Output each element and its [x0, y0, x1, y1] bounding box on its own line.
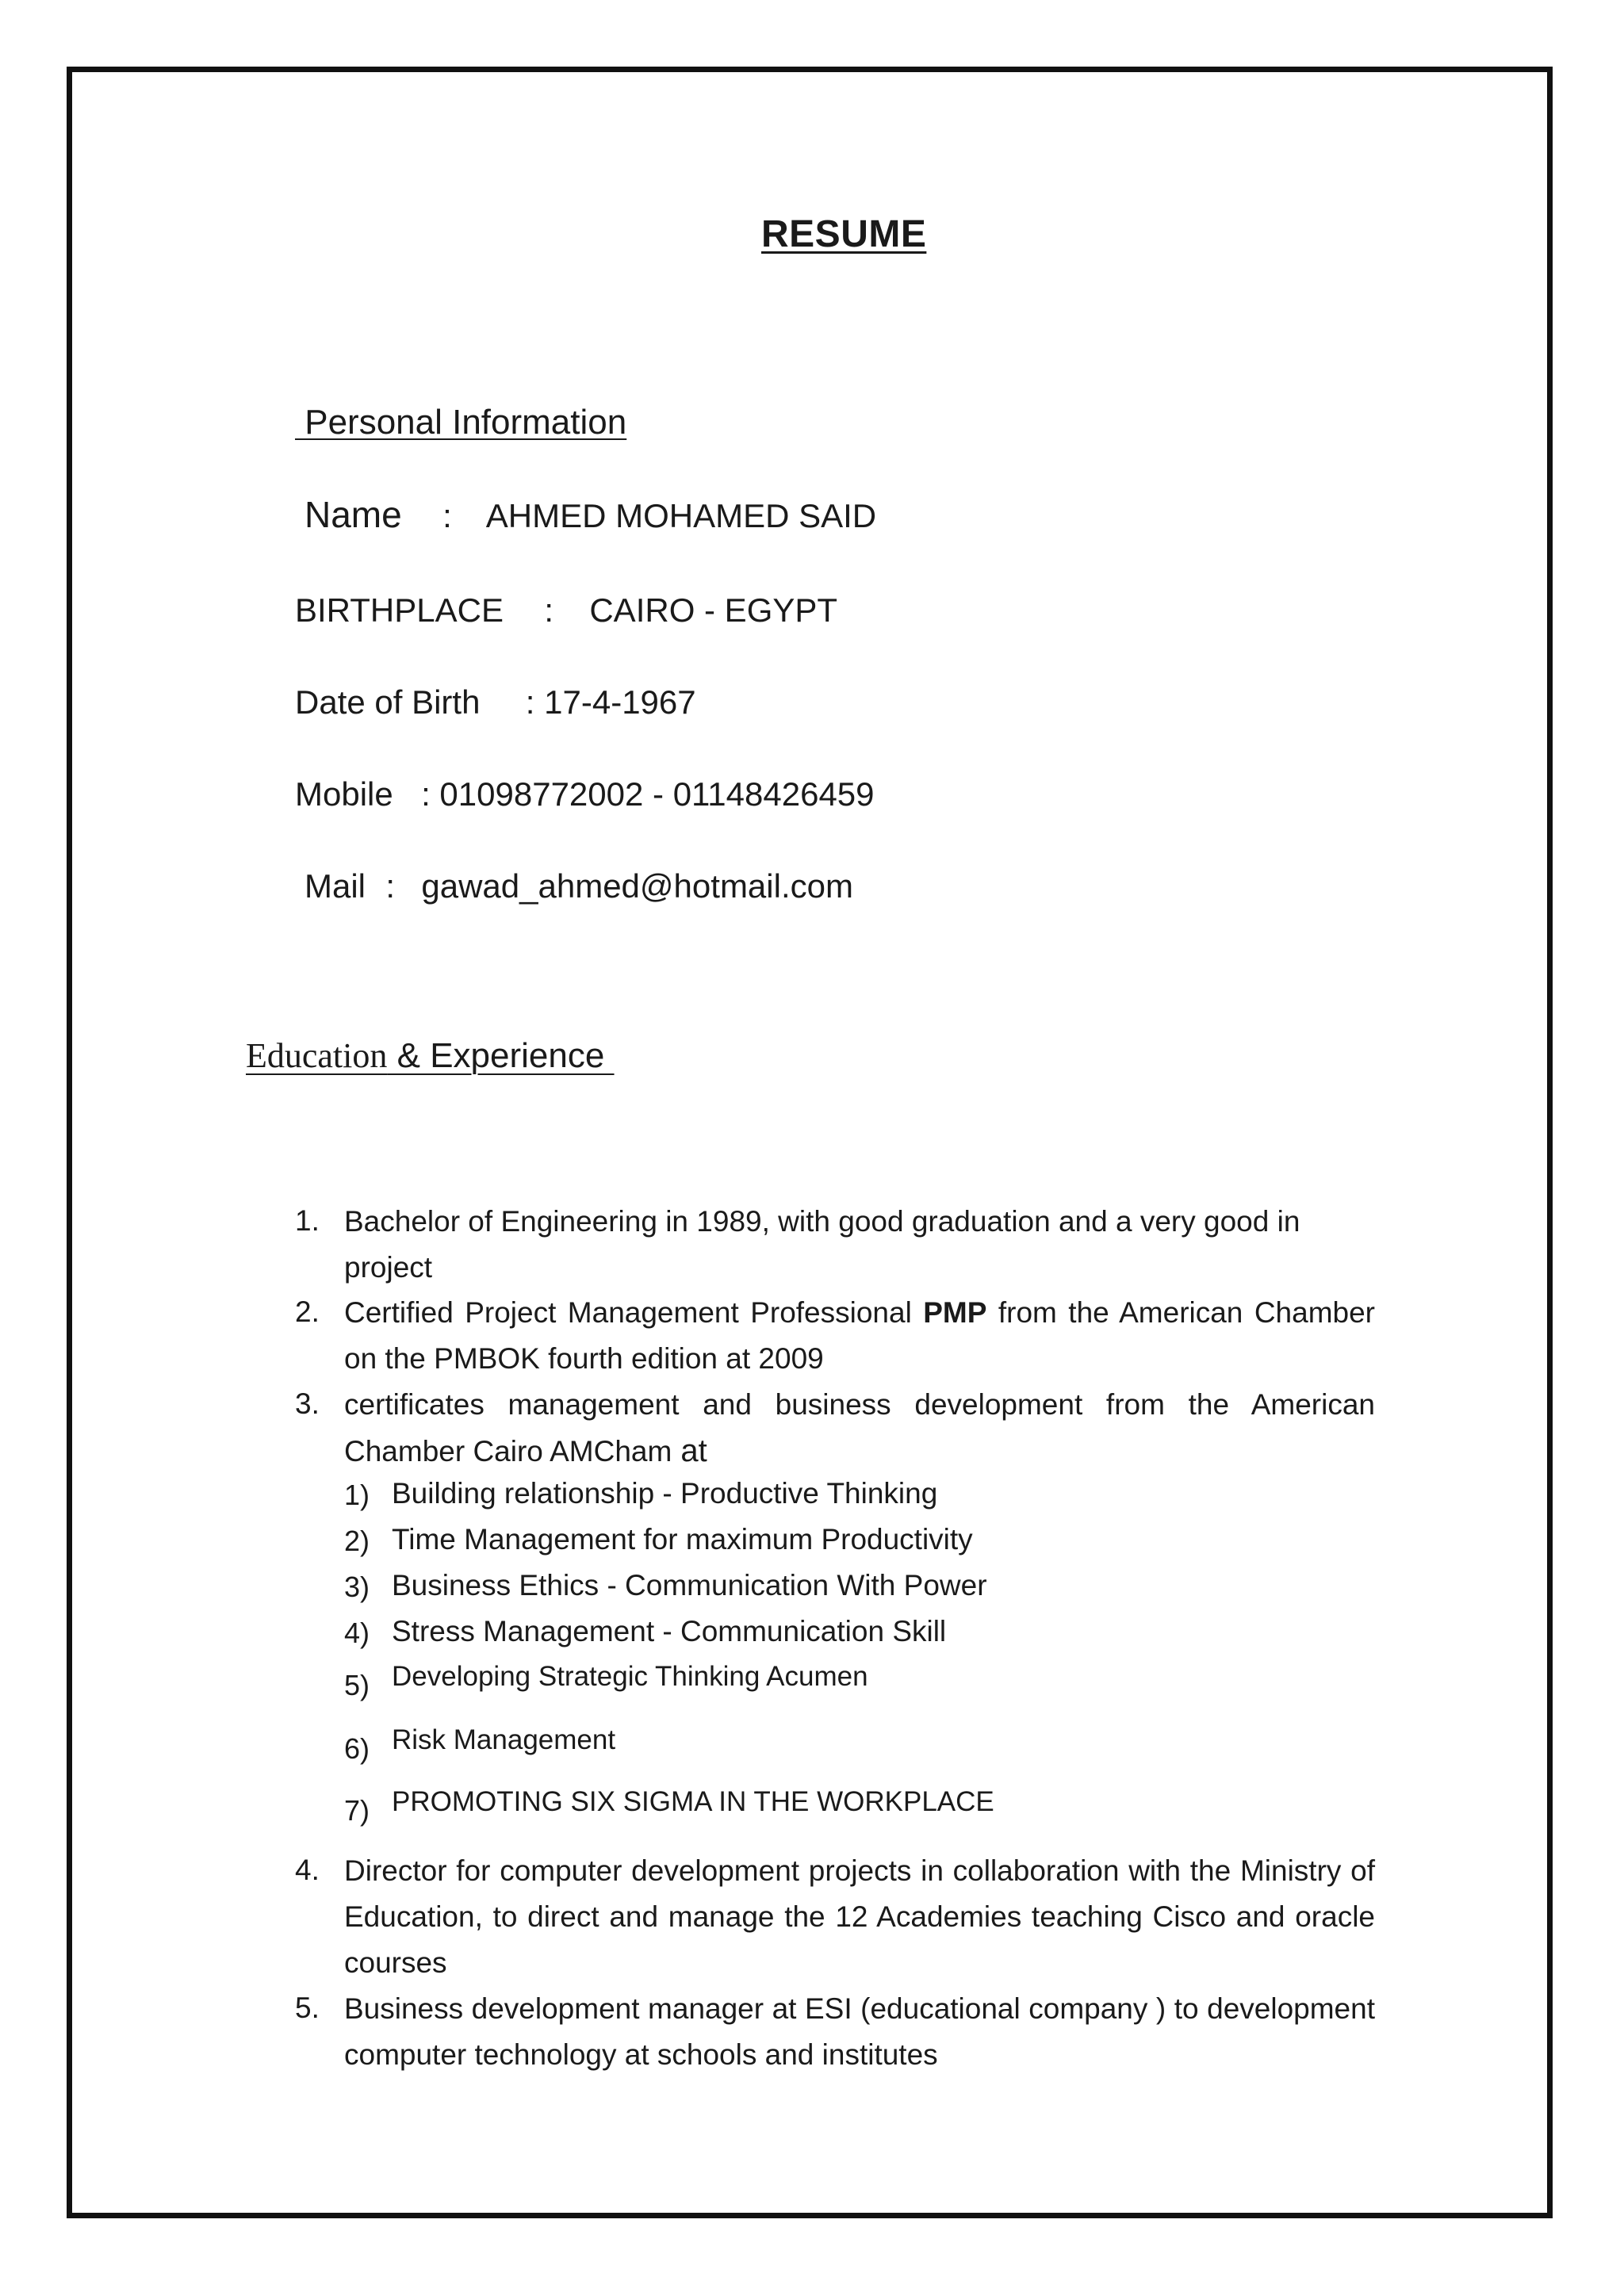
subitem-number-3: 3) — [344, 1571, 370, 1603]
education-heading-word: Education — [246, 1036, 388, 1075]
dob-separator: : — [525, 683, 535, 721]
item-number-4: 4. — [295, 1854, 320, 1886]
item-text-3 — [344, 1382, 1375, 1475]
item-text-2-before: Certified Project Management Professional — [344, 1296, 924, 1329]
item-number-5: 5. — [295, 1992, 320, 2024]
page-title: RESUME — [761, 213, 927, 255]
item-number-2: 2. — [295, 1295, 320, 1328]
item-number-1: 1. — [295, 1204, 320, 1237]
name-row — [304, 493, 876, 536]
mail-label: Mail — [304, 867, 366, 905]
birthplace-value: CAIRO - EGYPT — [589, 591, 838, 629]
mobile-value: 01098772002 - 01148426459 — [439, 775, 875, 813]
birthplace-label: BIRTHPLACE — [295, 591, 504, 629]
subitem-number-7: 7) — [344, 1794, 370, 1827]
name-separator: : — [442, 497, 452, 534]
personal-info-heading: Personal Information — [295, 403, 627, 442]
mobile-label: Mobile — [295, 775, 393, 813]
birthplace-separator: : — [544, 591, 553, 629]
mail-separator: : — [385, 867, 396, 905]
subitem-text-1: Building relationship - Productive Thinking — [392, 1477, 938, 1510]
education-heading — [246, 1035, 615, 1076]
mail-row — [304, 867, 853, 905]
dob-value: 17-4-1967 — [544, 683, 696, 721]
subitem-text-5: Developing Strategic Thinking Acumen — [392, 1661, 868, 1692]
pmp-label: PMP — [923, 1296, 987, 1329]
dob-label: Date of Birth — [295, 683, 481, 721]
subitem-text-2: Time Management for maximum Productivity — [392, 1523, 973, 1556]
name-label: Name — [304, 494, 402, 535]
item-text-4: Director for computer development projects in collaboration with the Ministry of Education, to direct and manage the 12 Academies teaching Cisco and oracle courses — [344, 1854, 1375, 1979]
name-value: AHMED MOHAMED SAID — [485, 497, 877, 534]
mobile-row — [295, 775, 875, 813]
dob-row — [295, 683, 696, 721]
subitem-text-7: PROMOTING SIX SIGMA IN THE WORKPLACE — [392, 1786, 994, 1817]
subitem-number-6: 6) — [344, 1732, 370, 1765]
subitem-number-2: 2) — [344, 1525, 370, 1557]
subitem-text-3: Business Ethics - Communication With Power — [392, 1569, 987, 1601]
item-text-3-main: certificates management and business development from the American Chamber Cairo AMCham — [344, 1388, 1375, 1468]
birthplace-row — [295, 591, 837, 629]
item-text-1: Bachelor of Engineering in 1989, with good graduation and a very good in project — [344, 1205, 1300, 1284]
subitem-number-5: 5) — [344, 1669, 370, 1701]
mail-value: gawad_ahmed@hotmail.com — [421, 867, 853, 905]
subitem-number-1: 1) — [344, 1479, 370, 1511]
item-text-5: Business development manager at ESI (educational company ) to development computer technology at schools and institutes — [344, 1992, 1375, 2071]
item-text-2 — [344, 1290, 1375, 1382]
subitem-text-6: Risk Management — [392, 1724, 616, 1755]
item-text-2-after: from the American Chamber on the PMBOK fourth edition at 2009 — [344, 1296, 1375, 1375]
mobile-separator: : — [421, 775, 431, 813]
subitem-text-4: Stress Management - Communication Skill — [392, 1615, 947, 1647]
item-text-3-tail: at — [672, 1433, 707, 1468]
subitem-number-4: 4) — [344, 1617, 370, 1649]
item-number-3: 3. — [295, 1387, 320, 1420]
education-heading-rest: & Experience — [387, 1036, 615, 1075]
